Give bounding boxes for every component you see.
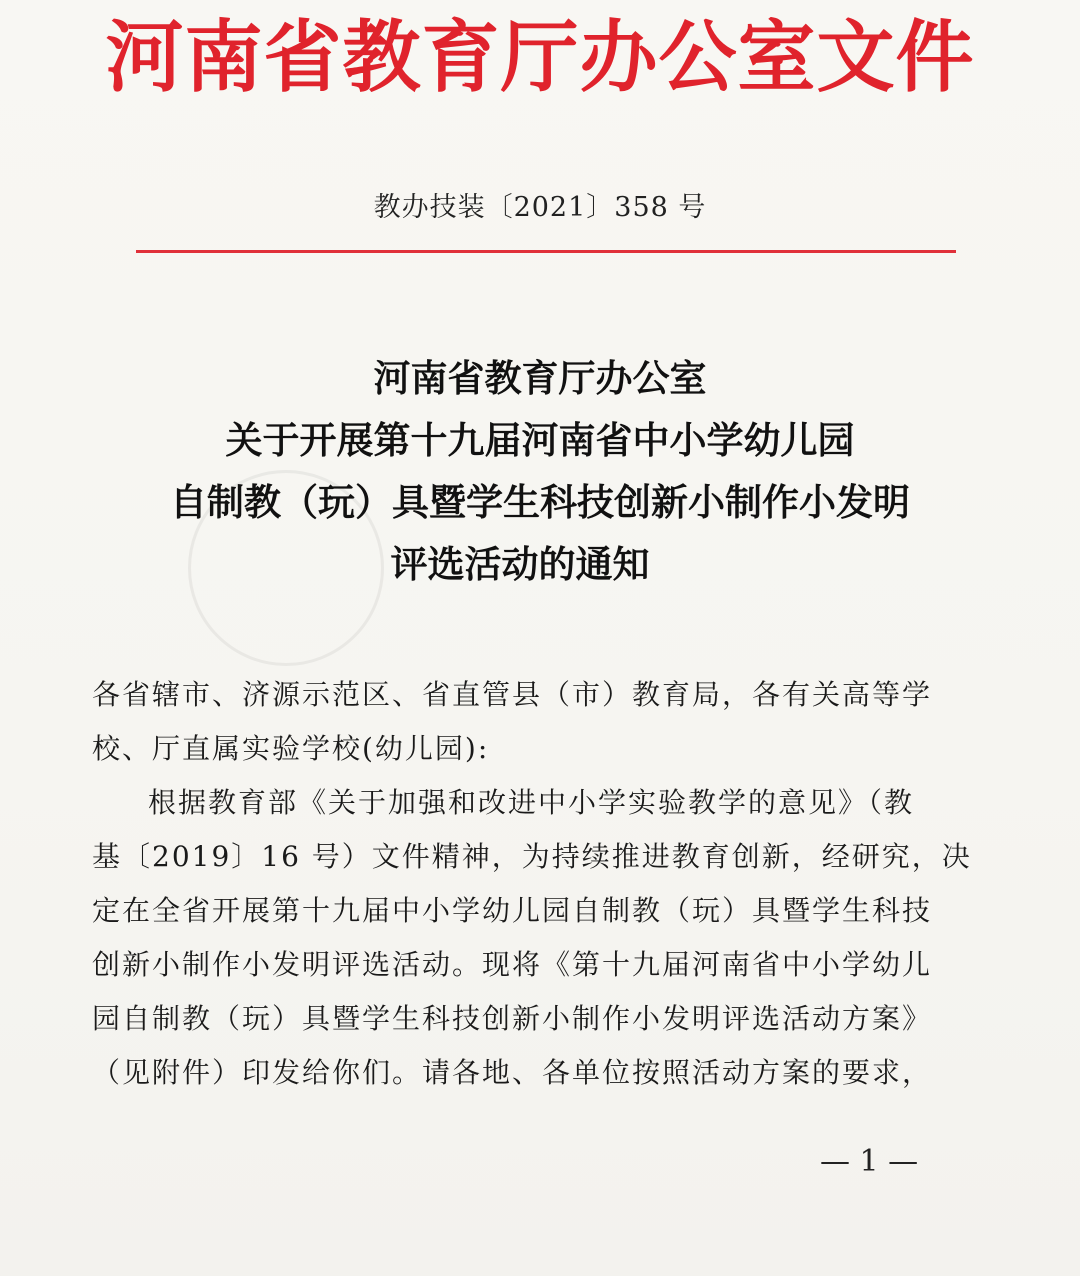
document-number: 教办技装〔2021〕358 号 (373, 192, 707, 223)
body-line-paragraph: 定在全省开展第十九届中小学幼儿园自制教（玩）具暨学生科技 (92, 894, 933, 927)
page-number: — 1 — (820, 1144, 919, 1179)
title-line: 关于开展第十九届河南省中小学幼儿园 (225, 419, 855, 462)
title-line: 河南省教育厅办公室 (373, 357, 707, 400)
body-line-paragraph: （见附件）印发给你们。请各地、各单位按照活动方案的要求， (92, 1056, 933, 1089)
notice-title (0, 348, 1080, 596)
body-line-paragraph: 园自制教（玩）具暨学生科技创新小制作小发明评选活动方案》 (92, 1002, 933, 1035)
document-masthead: 河南省教育厅办公室文件 (105, 12, 975, 103)
body-line-paragraph: 根据教育部《关于加强和改进中小学实验教学的意见》（教 (148, 786, 915, 819)
title-line: 自制教（玩）具暨学生科技创新小制作小发明 (170, 481, 910, 524)
body-line-addressee: 校、厅直属实验学校(幼儿园): (92, 732, 490, 765)
red-separator-line (136, 250, 956, 253)
body-line-addressee: 各省辖市、济源示范区、省直管县（市）教育局，各有关高等学 (92, 678, 933, 711)
body-line-paragraph: 创新小制作小发明评选活动。现将《第十九届河南省中小学幼儿 (92, 948, 933, 981)
body-line-paragraph: 基〔2019〕16 号）文件精神，为持续推进教育创新，经研究，决 (92, 840, 972, 873)
notice-body (92, 668, 972, 1100)
title-line: 评选活动的通知 (390, 543, 650, 586)
